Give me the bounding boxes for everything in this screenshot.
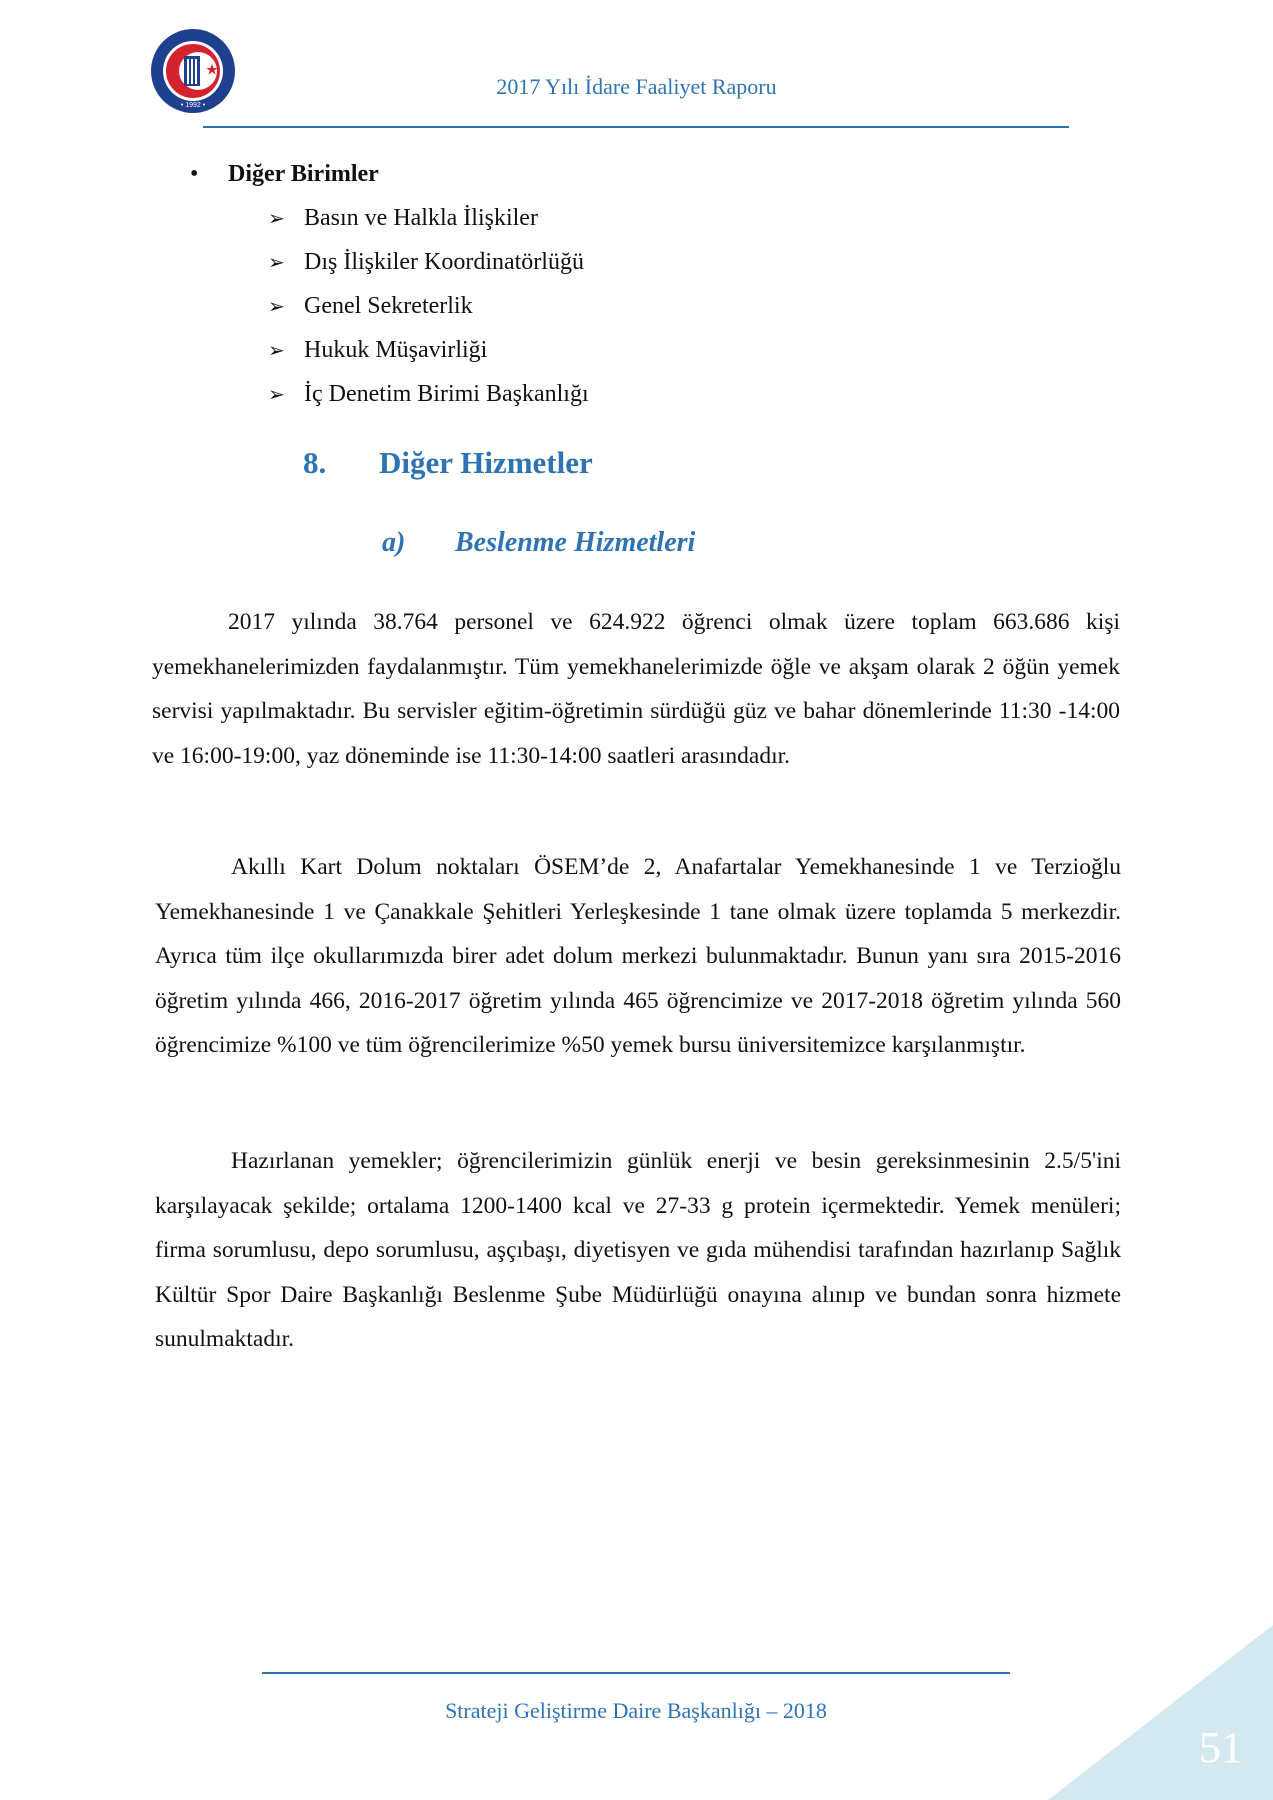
paragraph: 2017 yılında 38.764 personel ve 624.922 öğrenci olmak üzere toplam 663.686 kişi yemekhanelerimizden faydalanmıştır. Tüm yemekhanelerimizde öğle ve akşam olarak 2 öğün yemek servisi yapılmaktadır. Bu servisler eğitim-öğretimin sürdüğü güz ve bahar dönemlerinde 11:30 -14:00 ve 16:00-19:00, yaz döneminde ise 11:30-14:00 saatleri arasındadır. [152, 609, 1120, 769]
section-title: Diğer Hizmetler [379, 445, 593, 480]
units-list [268, 205, 589, 425]
report-title-text: 2017 Yılı İdare Faaliyet Raporu [496, 74, 777, 99]
subsection-title: Beslenme Hizmetleri [455, 527, 696, 558]
list-item [268, 249, 589, 293]
arrow-bullet-icon: ➢ [268, 296, 285, 318]
list-item [268, 337, 589, 381]
logo-year-text: • 1992 • [180, 102, 206, 109]
footer-text-label: Strateji Geliştirme Daire Başkanlığı – 2018 [445, 1698, 827, 1723]
units-heading-text: Diğer Birimler [228, 161, 379, 187]
list-item-text: Dış İlişkiler Koordinatörlüğü [304, 249, 584, 275]
subsection-number: a) [382, 527, 406, 558]
report-title [0, 74, 1273, 100]
university-logo [150, 28, 236, 114]
page-number: 51 [1199, 1723, 1243, 1772]
arrow-bullet-icon: ➢ [268, 384, 285, 406]
list-item [268, 205, 589, 249]
list-item-text: Genel Sekreterlik [304, 293, 473, 319]
university-seal-icon [150, 28, 236, 114]
section-heading [303, 445, 593, 481]
list-item-text: İç Denetim Birimi Başkanlığı [304, 381, 589, 407]
list-item-text: Basın ve Halkla İlişkiler [304, 205, 538, 231]
list-item [268, 381, 589, 425]
section-number: 8. [303, 445, 327, 480]
header-divider [203, 126, 1069, 128]
subsection-heading [382, 527, 695, 559]
paragraph: Hazırlanan yemekler; öğrencilerimizin günlük enerji ve besin gereksinmesinin 2.5/5'ini karşılayacak şekilde; ortalama 1200-1400 kcal ve 27-33 g protein içermektedir. Yemek menüleri; firma sorumlusu, depo sorumlusu, aşçıbaşı, diyetisyen ve gıda mühendisi tarafından hazırlanıp Sağlık Kültür Spor Daire Başkanlığı Beslenme Şube Müdürlüğü onayına alınıp ve bundan sonra hizmete sunulmaktadır. [155, 1148, 1121, 1352]
arrow-bullet-icon: ➢ [268, 340, 285, 362]
paragraph: Akıllı Kart Dolum noktaları ÖSEM’de 2, Anafartalar Yemekhanesinde 1 ve Terzioğlu Yemekhanesinde 1 ve Çanakkale Şehitleri Yerleşkesinde 1 tane olmak üzere toplamda 5 merkezdir. Ayrıca tüm ilçe okullarımızda birer adet dolum merkezi bulunmaktadır. Bunun yanı sıra 2015-2016 öğretim yılında 466, 2016-2017 öğretim yılında 465 öğrencimize ve 2017-2018 öğretim yılında 560 öğrencimize %100 ve tüm öğrencilerimize %50 yemek bursu üniversitemizce karşılanmıştır. [155, 854, 1121, 1058]
list-item [268, 293, 589, 337]
bullet-icon: • [190, 161, 199, 187]
list-item-text: Hukuk Müşavirliği [304, 337, 488, 363]
footer-divider [262, 1672, 1010, 1674]
arrow-bullet-icon: ➢ [268, 208, 285, 230]
corner-decoration [1048, 1625, 1273, 1800]
arrow-bullet-icon: ➢ [268, 252, 285, 274]
